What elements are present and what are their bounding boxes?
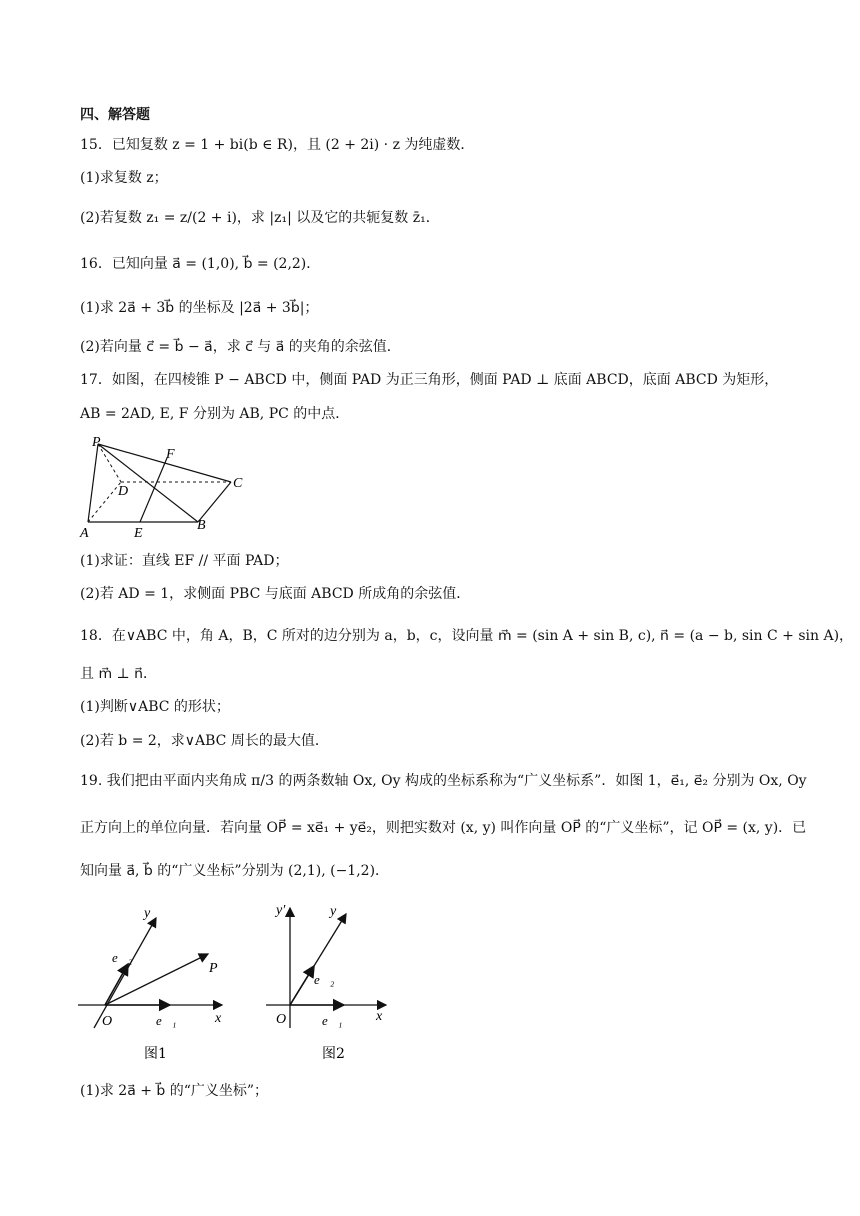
edge-pa	[88, 444, 98, 522]
label-e: E	[134, 526, 143, 541]
problem-18-q1: (1)判断∨ABC 的形状；	[80, 699, 230, 715]
problem-17-stem-line1: 17．如图，在四棱锥 P − ABCD 中，侧面 PAD 为正三角形，侧面 PAD ⊥ 底面 ABCD，底面 ABCD 为矩形，	[80, 372, 779, 388]
fig2-label-y-prime: y′	[276, 903, 286, 918]
problem-17-q2: (2)若 AD = 1，求侧面 PBC 与底面 ABCD 所成角的余弦值．	[80, 586, 471, 602]
pyramid-figure	[76, 432, 256, 542]
fig1-label-y: y	[144, 906, 151, 921]
label-a: A	[80, 526, 89, 541]
problem-19-stem-line2: 正方向上的单位向量．若向量 OP⃗ = xe⃗₁ + ye⃗₂，则把实数对 (x, y) 叫作向量 OP⃗ 的“广义坐标”，记 OP⃗ = (x, y)．已	[80, 820, 807, 836]
segment-ef	[140, 458, 167, 522]
fig1-label-e1: e⃗₁	[156, 1013, 177, 1028]
problem-18-q2: (2)若 b = 2，求∨ABC 周长的最大值．	[80, 733, 329, 749]
y-axis	[94, 918, 156, 1028]
fig1-label-e2: e⃗₂	[112, 950, 133, 965]
problem-16-q1: (1)求 2a⃗ + 3b⃗ 的坐标及 |2a⃗ + 3b⃗|；	[80, 300, 319, 316]
section-title: 四、解答题	[80, 107, 150, 123]
problem-15-stem: 15．已知复数 z = 1 + bi(b ∈ R)，且 (2 + 2i) · z 为纯虚数．	[80, 137, 475, 153]
problem-16-q2: (2)若向量 c⃗ = b⃗ − a⃗，求 c⃗ 与 a⃗ 的夹角的余弦值．	[80, 339, 401, 355]
problem-18-stem-line2: 且 m⃗ ⊥ n⃗．	[80, 666, 158, 682]
label-c: C	[233, 476, 243, 491]
problem-15-q1: (1)求复数 z；	[80, 170, 168, 186]
problem-15-q2: (2)若复数 z₁ = z/(2 + i)，求 |z₁| 以及它的共轭复数 z̄₁．	[80, 210, 440, 226]
fig2-label-o: O	[276, 1012, 287, 1027]
figure-2	[262, 898, 402, 1068]
problem-17-stem-line2: AB = 2AD, E, F 分别为 AB, PC 的中点．	[80, 406, 350, 422]
fig2-label-y: y	[330, 904, 337, 919]
edge-bc	[198, 482, 231, 522]
fig1-label-p: P	[209, 961, 218, 976]
label-d: D	[118, 484, 129, 499]
problem-16-stem: 16．已知向量 a⃗ = (1,0), b⃗ = (2,2)．	[80, 256, 321, 272]
label-f: F	[166, 447, 175, 462]
problem-17-q1: (1)求证：直线 EF // 平面 PAD；	[80, 553, 289, 569]
edge-pb	[98, 444, 198, 522]
fig1-caption: 图1	[144, 1046, 167, 1062]
label-p: P	[92, 435, 101, 450]
fig2-label-e2: e⃗₂	[314, 972, 335, 987]
label-b: B	[197, 518, 206, 533]
fig2-label-x: x	[376, 1009, 383, 1024]
problem-19-stem-line3: 知向量 a⃗, b⃗ 的“广义坐标”分别为 (2,1), (−1,2)．	[80, 863, 390, 879]
fig2-caption: 图2	[322, 1046, 345, 1062]
fig1-label-x: x	[215, 1011, 222, 1026]
fig2-e2-vector	[290, 966, 314, 1005]
problem-19-stem-line1: 19. 我们把由平面内夹角成 π/3 的两条数轴 Ox, Oy 构成的坐标系称为“广义坐标系”．如图 1，e⃗₁, e⃗₂ 分别为 Ox, Oy	[80, 773, 807, 789]
figure-1	[72, 898, 242, 1068]
fig2-label-e1: e⃗₁	[322, 1013, 343, 1028]
fig1-label-o: O	[102, 1014, 113, 1029]
problem-19-q1: (1)求 2a⃗ + b⃗ 的“广义坐标”；	[80, 1083, 269, 1099]
problem-18-stem-line1: 18．在∨ABC 中，角 A，B，C 所对的边分别为 a，b，c，设向量 m⃗ = (sin A + sin B, c), n⃗ = (a − b, sin C + sin A)，	[80, 628, 854, 644]
